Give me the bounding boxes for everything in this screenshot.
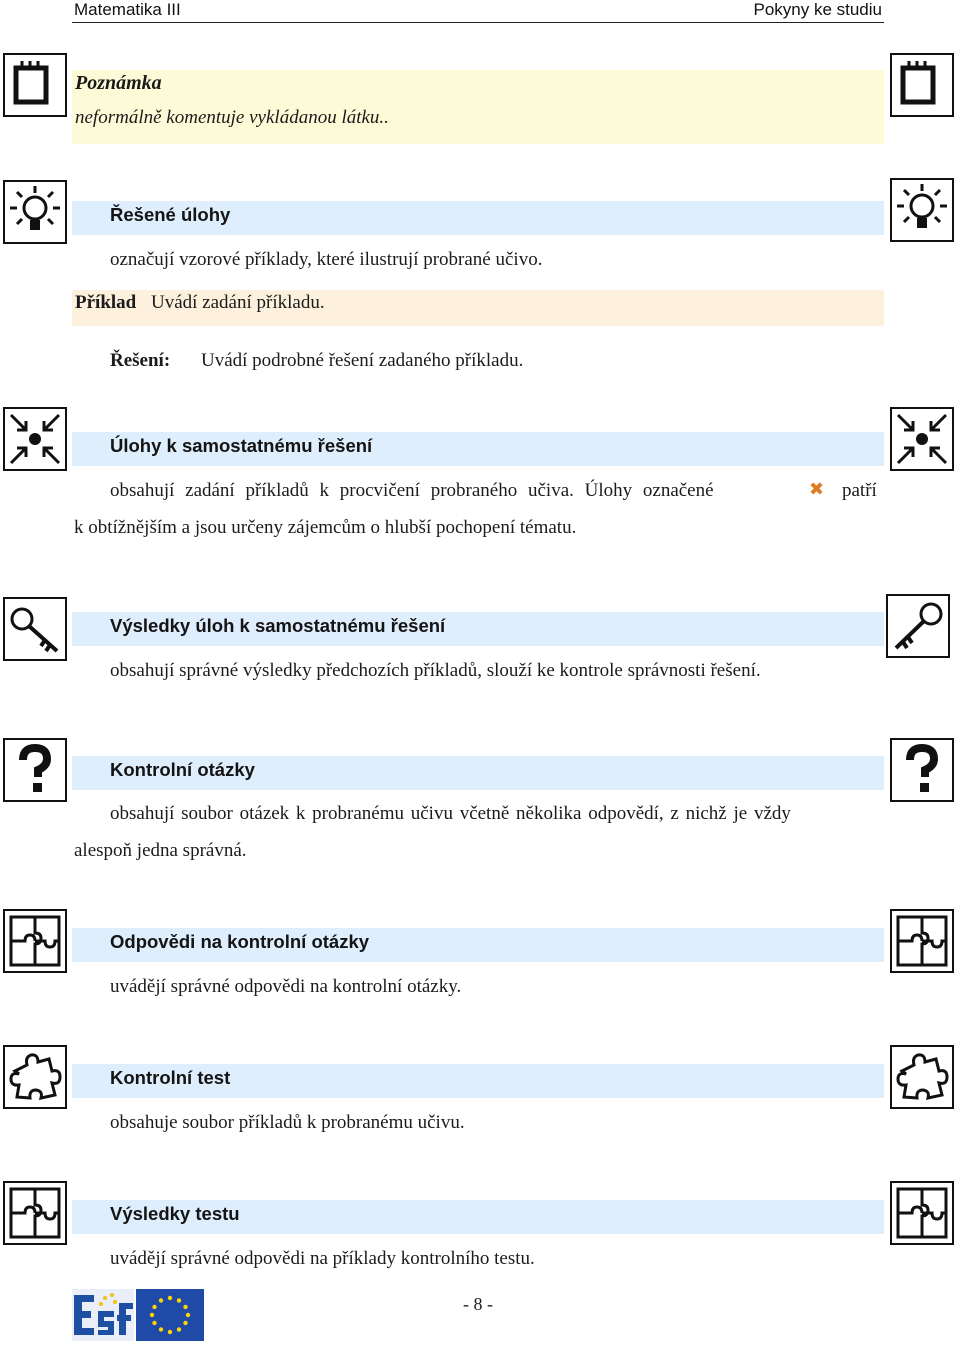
note-title: Poznámka: [75, 72, 162, 94]
example-label: Příklad: [75, 292, 137, 313]
puzzle-four-icon: [890, 1181, 954, 1245]
key-icon: [886, 594, 950, 658]
puzzle-four-icon: [3, 909, 67, 973]
section-text: k obtížnějším a jsou určeny zájemcům o hlubší pochopení tématu.: [74, 517, 577, 538]
section-heading: Úlohy k samostatnému řešení: [110, 435, 373, 456]
question-mark-icon: [890, 738, 954, 802]
section-text: označují vzorové příklady, které ilustrují probrané učivo.: [110, 249, 543, 270]
section-heading: Odpovědi na kontrolní otázky: [110, 931, 370, 952]
section-heading: Kontrolní test: [110, 1067, 231, 1088]
puzzle-four-icon: [890, 909, 954, 973]
header-right: Pokyny ke studiu: [753, 0, 882, 19]
solution-label: Řešení:: [110, 350, 171, 371]
example-band: [72, 290, 884, 326]
section-text: obsahují zadání příkladů k procvičení probraného učiva. Úlohy označené: [110, 480, 714, 501]
header-rule: [72, 22, 884, 23]
section-text: alespoň jedna správná.: [74, 840, 247, 861]
difficulty-marker-icon: ✖: [809, 479, 825, 500]
question-mark-icon: [3, 738, 67, 802]
esf-eu-logo: [72, 1289, 204, 1341]
converging-arrows-icon: [3, 407, 67, 471]
lightbulb-icon: [3, 180, 67, 244]
key-icon: [3, 597, 67, 661]
section-text: obsahuje soubor příkladů k probranému učivu.: [110, 1112, 465, 1133]
puzzle-piece-icon: [3, 1045, 67, 1109]
notepad-icon: [890, 53, 954, 117]
puzzle-piece-icon: [890, 1045, 954, 1109]
note-box: [72, 70, 884, 144]
notepad-icon: [3, 53, 67, 117]
example-text: Uvádí zadání příkladu.: [151, 292, 325, 313]
page-number: - 8 -: [463, 1294, 493, 1314]
puzzle-four-icon: [3, 1181, 67, 1245]
header-left: Matematika III: [74, 0, 181, 19]
section-heading: Výsledky úloh k samostatnému řešení: [110, 615, 446, 636]
section-heading: Kontrolní otázky: [110, 759, 255, 780]
solution-text: Uvádí podrobné řešení zadaného příkladu.: [201, 350, 524, 371]
section-text: obsahují správné výsledky předchozích příkladů, slouží ke kontrole správnosti řešení.: [110, 660, 761, 681]
section-heading: Řešené úlohy: [110, 204, 231, 225]
section-text: uvádějí správné odpovědi na kontrolní otázky.: [110, 976, 462, 997]
section-text: uvádějí správné odpovědi na příklady kontrolního testu.: [110, 1248, 535, 1269]
section-heading: Výsledky testu: [110, 1203, 240, 1224]
section-text: patří: [842, 480, 877, 501]
section-text: obsahují soubor otázek k probranému učivu včetně několika odpovědí, z nichž je vždy: [110, 803, 791, 824]
converging-arrows-icon: [890, 407, 954, 471]
note-text: neformálně komentuje vykládanou látku..: [75, 107, 389, 128]
lightbulb-icon: [890, 178, 954, 242]
